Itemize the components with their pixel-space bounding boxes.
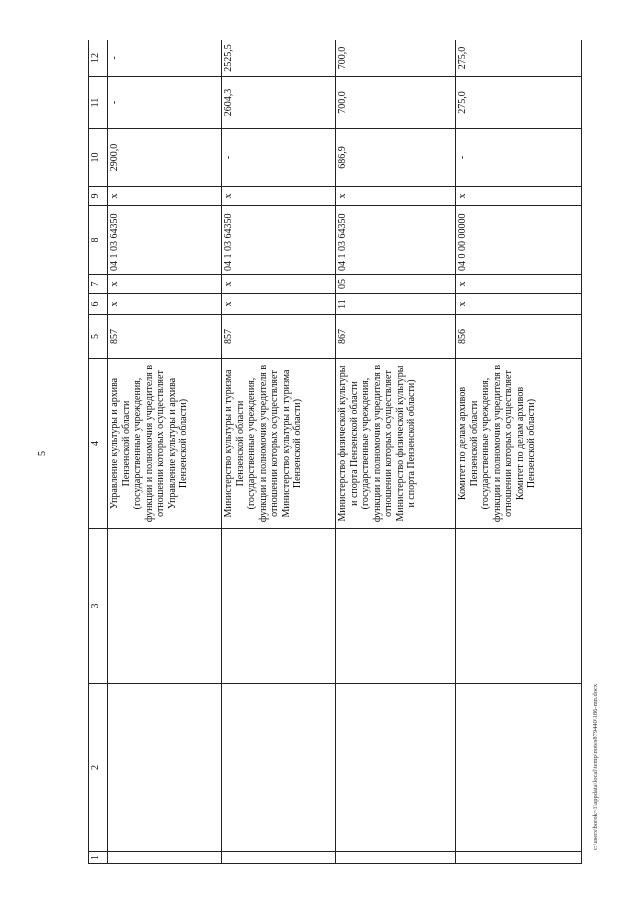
cell-subsection: х — [222, 275, 336, 294]
cell-empty — [222, 684, 336, 852]
table-row — [108, 40, 222, 864]
cell-expense-type: х — [456, 187, 582, 206]
budget-table — [88, 40, 582, 864]
header-cell-5: 5 — [89, 315, 108, 359]
cell-recipient: Комитет по делам архивов Пензенской области (государственные учреждения, функции и полномочия учредителя в отношении которых осуществляет Комитет по делам архивов Пензенской области) — [456, 359, 582, 529]
cell-expense-type: х — [336, 187, 456, 206]
cell-year2: - — [108, 77, 222, 129]
cell-empty — [456, 852, 582, 864]
cell-expense-type: х — [108, 187, 222, 206]
header-cell-4: 4 — [89, 359, 108, 529]
table-row — [222, 40, 336, 864]
rotated-table-container — [88, 40, 582, 864]
cell-ministry-code: 856 — [456, 315, 582, 359]
cell-year2: 700,0 — [336, 77, 456, 129]
cell-year1: - — [222, 129, 336, 187]
cell-empty — [108, 684, 222, 852]
page-number: 5 — [37, 451, 48, 456]
header-row — [89, 40, 108, 864]
cell-ministry-code: 857 — [108, 315, 222, 359]
header-cell-10: 10 — [89, 129, 108, 187]
cell-ministry-code: 857 — [222, 315, 336, 359]
cell-empty — [336, 852, 456, 864]
cell-year3: 2525,5 — [222, 40, 336, 77]
cell-target-code: 04 1 03 64350 — [222, 206, 336, 275]
cell-expense-type: х — [222, 187, 336, 206]
cell-recipient: Управление культуры и архива Пензенской области (государственные учреждения, функции и полномочия учредителя в отношении которых осуществляет Управление культуры и архива Пензенской области) — [108, 359, 222, 529]
cell-year1: 686,9 — [336, 129, 456, 187]
cell-year2: 2604,3 — [222, 77, 336, 129]
cell-subsection: х — [108, 275, 222, 294]
header-cell-7: 7 — [89, 275, 108, 294]
cell-subsection: х — [456, 275, 582, 294]
cell-empty — [456, 684, 582, 852]
cell-subsection: 05 — [336, 275, 456, 294]
cell-recipient: Министерство культуры и туризма Пензенской области (государственные учреждения, функции и полномочия учредителя в отношении которых осуществляет Министерство культуры и туризма Пензенской области) — [222, 359, 336, 529]
cell-year3: 700,0 — [336, 40, 456, 77]
cell-year3: 275,0 — [456, 40, 582, 77]
header-cell-9: 9 — [89, 187, 108, 206]
header-cell-2: 2 — [89, 684, 108, 852]
cell-empty — [108, 852, 222, 864]
cell-year2: 275,0 — [456, 77, 582, 129]
header-cell-12: 12 — [89, 40, 108, 77]
header-cell-1: 1 — [89, 852, 108, 864]
cell-empty — [222, 852, 336, 864]
cell-empty — [108, 529, 222, 684]
cell-empty — [336, 684, 456, 852]
footer-file-path: c:\users\borok~1\appdata\local\temp\notes879440\186-mn.docx — [592, 683, 599, 850]
table-row — [456, 40, 582, 864]
table-row — [336, 40, 456, 864]
header-cell-8: 8 — [89, 206, 108, 275]
cell-empty — [336, 529, 456, 684]
cell-target-code: 04 1 03 64350 — [108, 206, 222, 275]
cell-section: х — [456, 294, 582, 315]
header-cell-6: 6 — [89, 294, 108, 315]
header-cell-11: 11 — [89, 77, 108, 129]
cell-recipient: Министерство физической культуры и спорта Пензенской области (государственные учреждения, функции и полномочия учредителя в отношении которых осуществляет Министерство физической культуры и спорта Пензенской области) — [336, 359, 456, 529]
cell-year1: 2900,0 — [108, 129, 222, 187]
cell-section: х — [222, 294, 336, 315]
cell-ministry-code: 867 — [336, 315, 456, 359]
cell-empty — [222, 529, 336, 684]
cell-empty — [456, 529, 582, 684]
cell-section: 11 — [336, 294, 456, 315]
cell-year1: - — [456, 129, 582, 187]
cell-target-code: 04 0 00 00000 — [456, 206, 582, 275]
header-cell-3: 3 — [89, 529, 108, 684]
cell-target-code: 04 1 03 64350 — [336, 206, 456, 275]
cell-year3: - — [108, 40, 222, 77]
cell-section: х — [108, 294, 222, 315]
